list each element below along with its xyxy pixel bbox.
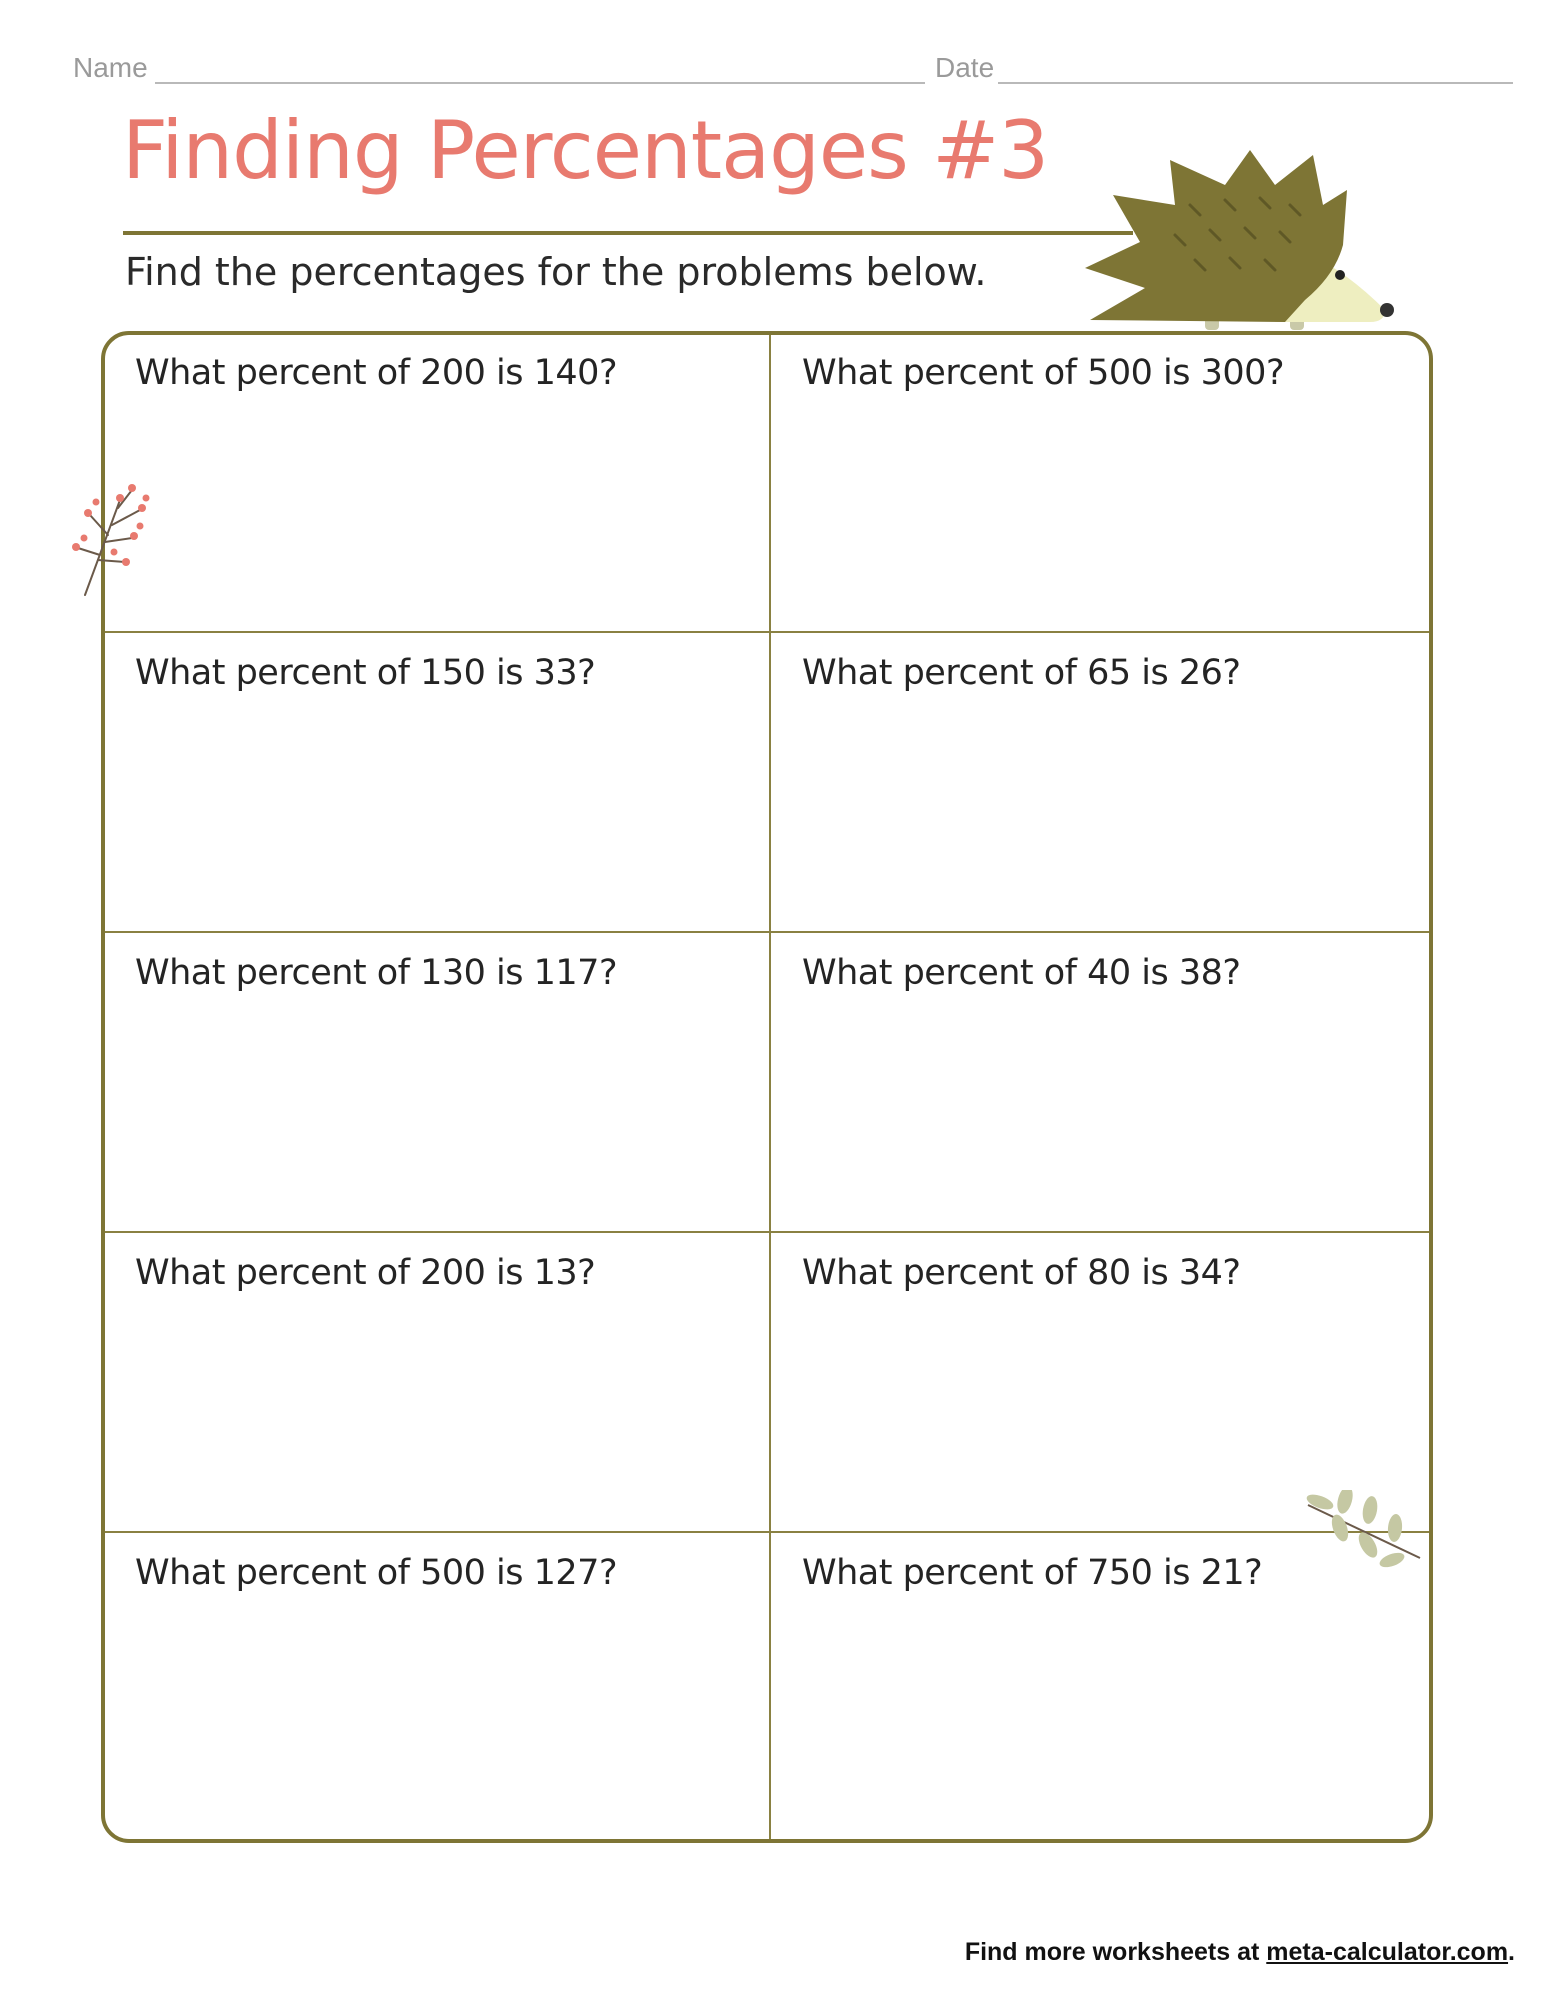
problem-10: What percent of 750 is 21? bbox=[802, 1553, 1263, 1593]
row-divider bbox=[105, 1531, 1429, 1533]
date-field[interactable] bbox=[998, 82, 1513, 84]
row-divider bbox=[105, 931, 1429, 933]
problem-1: What percent of 200 is 140? bbox=[135, 353, 618, 393]
problem-4: What percent of 65 is 26? bbox=[802, 653, 1241, 693]
page-title: Finding Percentages #3 bbox=[122, 104, 1049, 197]
name-label: Name bbox=[73, 52, 148, 83]
footer-text bbox=[965, 1938, 1515, 1967]
footer-suffix: . bbox=[1508, 1938, 1515, 1966]
title-divider bbox=[123, 231, 1133, 235]
row-divider bbox=[105, 631, 1429, 633]
hedgehog-illustration bbox=[1085, 150, 1415, 335]
problem-2: What percent of 500 is 300? bbox=[802, 353, 1285, 393]
problems-grid bbox=[101, 331, 1433, 1843]
instructions: Find the percentages for the problems below. bbox=[125, 250, 987, 294]
problem-7: What percent of 200 is 13? bbox=[135, 1253, 596, 1293]
leaf-sprig-illustration bbox=[1300, 1490, 1430, 1580]
problem-6: What percent of 40 is 38? bbox=[802, 953, 1241, 993]
problem-5: What percent of 130 is 117? bbox=[135, 953, 618, 993]
footer-link[interactable]: meta-calculator.com bbox=[1266, 1938, 1509, 1966]
problem-3: What percent of 150 is 33? bbox=[135, 653, 596, 693]
problem-8: What percent of 80 is 34? bbox=[802, 1253, 1241, 1293]
column-divider bbox=[769, 335, 771, 1839]
problem-9: What percent of 500 is 127? bbox=[135, 1553, 618, 1593]
footer-prefix: Find more worksheets at bbox=[964, 1938, 1267, 1966]
berry-sprig-illustration bbox=[70, 480, 160, 600]
date-label: Date bbox=[935, 52, 995, 83]
name-field[interactable] bbox=[155, 82, 925, 84]
row-divider bbox=[105, 1231, 1429, 1233]
